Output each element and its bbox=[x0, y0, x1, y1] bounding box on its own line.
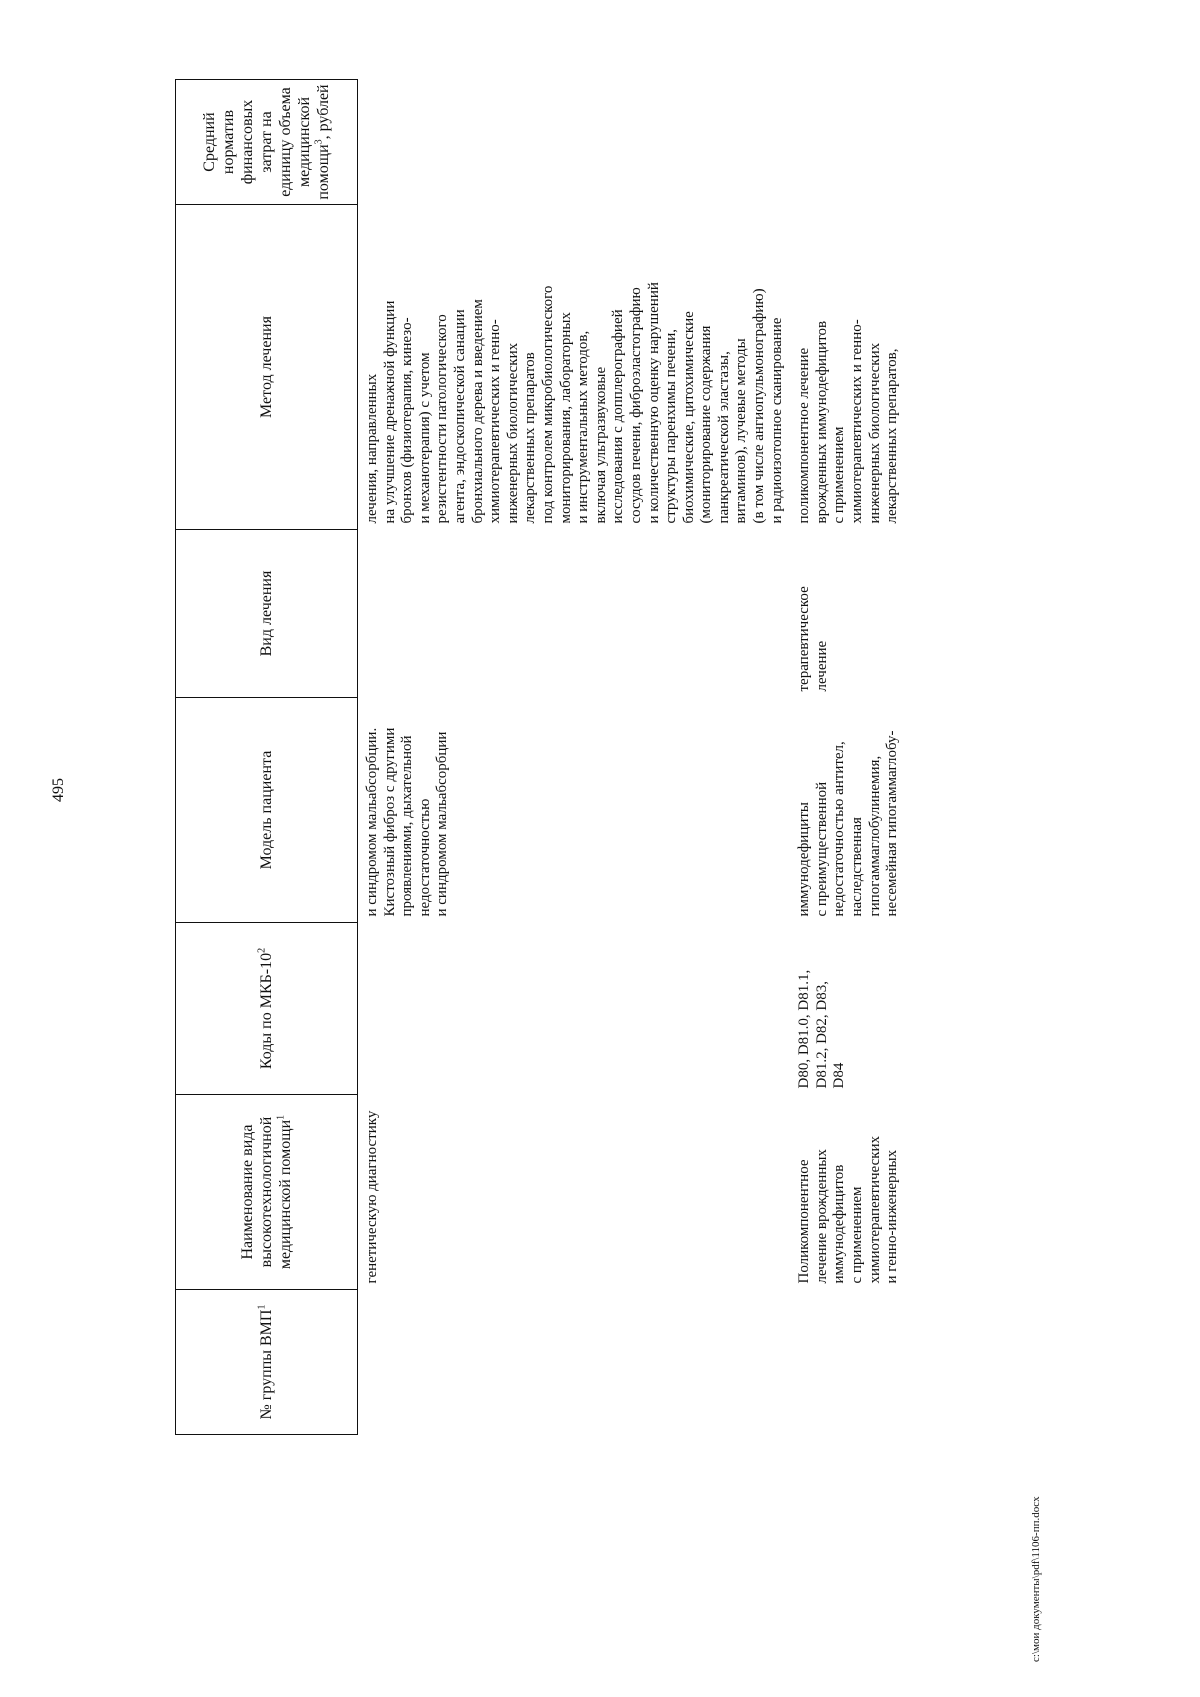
text-line: сосудов печени, фиброэластографию bbox=[627, 287, 644, 524]
text-line: исследования с допплерографией bbox=[610, 309, 627, 524]
text-line: врожденных иммунодефицитов bbox=[813, 320, 830, 524]
text-line: (мониторирование содержания bbox=[698, 325, 715, 524]
text-line: лекарственных препаратов bbox=[522, 352, 539, 524]
text-line: и радиоизотопное сканирование bbox=[768, 317, 785, 524]
cell-patient-model bbox=[790, 698, 906, 923]
text-line: лечение врожденных bbox=[813, 1149, 830, 1284]
text-line: D84 bbox=[831, 1062, 848, 1089]
vmp-table-container bbox=[175, 80, 1045, 1435]
text-line: бронхов (физиотерапия, кинезо- bbox=[399, 317, 416, 524]
cell-treatment-type bbox=[790, 530, 906, 698]
header-cost-standard: Средний норматив финансовых затрат на единицу объема медицинской помощи$^3$, рублей bbox=[176, 80, 358, 205]
text-line: поликомпонентное лечение bbox=[796, 347, 813, 524]
text-line: инженерных биологических bbox=[866, 342, 883, 524]
text-line: (в том числе ангиопульмонографию) bbox=[751, 288, 768, 524]
cell-icd-codes bbox=[358, 923, 791, 1095]
text-line: химиотерапевтических bbox=[866, 1135, 883, 1284]
cell-treatment-type bbox=[358, 530, 791, 698]
cell-care-type-name bbox=[358, 1095, 791, 1290]
text-line: недостаточностью антител, bbox=[831, 741, 848, 917]
cell-patient-model bbox=[358, 698, 791, 923]
text-line: D81.2, D82, D83, bbox=[813, 981, 830, 1089]
text-line: и инструментальных методов, bbox=[575, 330, 592, 524]
cell-group-number bbox=[790, 1290, 906, 1435]
text-line: на улучшение дренажной функции bbox=[381, 300, 398, 524]
text-line: с применением bbox=[831, 426, 848, 524]
cell-group-number bbox=[358, 1290, 791, 1435]
text-line: витаминов), лучевые методы bbox=[733, 338, 750, 524]
text-line: структуры паренхимы печени, bbox=[663, 328, 680, 524]
cell-treatment-method bbox=[790, 205, 906, 530]
text-line: проявлениями, дыхательной bbox=[399, 735, 416, 917]
cell-care-type-name bbox=[790, 1095, 906, 1290]
header-group-number: № группы ВМП$^1$ bbox=[176, 1290, 358, 1435]
text-line: терапевтическое bbox=[796, 586, 813, 692]
table-row bbox=[790, 80, 906, 1435]
text-line: Поликомпонентное bbox=[796, 1159, 813, 1284]
text-line: гипогаммаглобулинемия, bbox=[866, 755, 883, 917]
text-line: D80, D81.0, D81.1, bbox=[796, 969, 813, 1089]
text-line: лекарственных препаратов, bbox=[884, 348, 901, 524]
cell-cost-standard bbox=[358, 80, 791, 205]
text-line: инженерных биологических bbox=[504, 342, 521, 524]
table-row bbox=[358, 80, 791, 1435]
header-treatment-type: Вид лечения bbox=[176, 530, 358, 698]
header-patient-model: Модель пациента bbox=[176, 698, 358, 923]
table-header-row bbox=[176, 80, 358, 1435]
header-care-type-name: Наименование вида высокотехнологичной медицинской помощи$^1$ bbox=[176, 1095, 358, 1290]
text-line: химиотерапевтических и генно- bbox=[487, 319, 504, 524]
text-line: наследственная bbox=[849, 817, 866, 917]
text-line: генетическую диагностику bbox=[364, 1110, 380, 1284]
cell-cost-standard bbox=[790, 80, 906, 205]
text-line: Кистозный фиброз с другими bbox=[381, 727, 398, 917]
text-line: иммунодефициты bbox=[796, 801, 813, 917]
text-line: химиотерапевтических и генно- bbox=[849, 319, 866, 524]
text-line: с применением bbox=[849, 1186, 866, 1284]
text-line: и генно-инженерных bbox=[884, 1149, 901, 1284]
text-line: биохимические, цитохимические bbox=[680, 311, 697, 524]
text-line: мониторирования, лабораторных bbox=[557, 312, 574, 524]
text-line: резистентности патологического bbox=[434, 314, 451, 524]
text-line: и синдромом мальабсорбции. bbox=[364, 727, 380, 917]
text-line: и синдромом мальабсорбции bbox=[434, 731, 451, 917]
text-line: лечения, направленных bbox=[364, 373, 380, 524]
text-line: и механотерапия) с учетом bbox=[416, 352, 433, 524]
cell-treatment-method bbox=[358, 205, 791, 530]
footer-file-path: c:\мои документы\pdf\1106-пп.docx bbox=[1030, 1496, 1042, 1662]
vmp-table bbox=[175, 79, 906, 1435]
page-number: 495 bbox=[50, 778, 67, 802]
text-line: агента, эндоскопической санации bbox=[451, 309, 468, 524]
text-line: недостаточностью bbox=[416, 798, 433, 917]
text-line: с преимущественной bbox=[813, 781, 830, 917]
text-line: иммунодефицитов bbox=[831, 1164, 848, 1284]
text-line: панкреатической эластазы, bbox=[715, 351, 732, 524]
header-icd-codes: Коды по МКБ-$10^2$ bbox=[176, 923, 358, 1095]
cell-icd-codes bbox=[790, 923, 906, 1095]
text-line: под контролем микробиологического bbox=[539, 285, 556, 524]
text-line: и количественную оценку нарушений bbox=[645, 282, 662, 524]
header-treatment-method: Метод лечения bbox=[176, 205, 358, 530]
text-line: бронхиального дерева и введением bbox=[469, 299, 486, 524]
text-line: лечение bbox=[813, 640, 830, 692]
text-line: включая ультразвуковые bbox=[592, 366, 609, 524]
text-line: несемейная гипогаммаглобу- bbox=[884, 730, 901, 917]
